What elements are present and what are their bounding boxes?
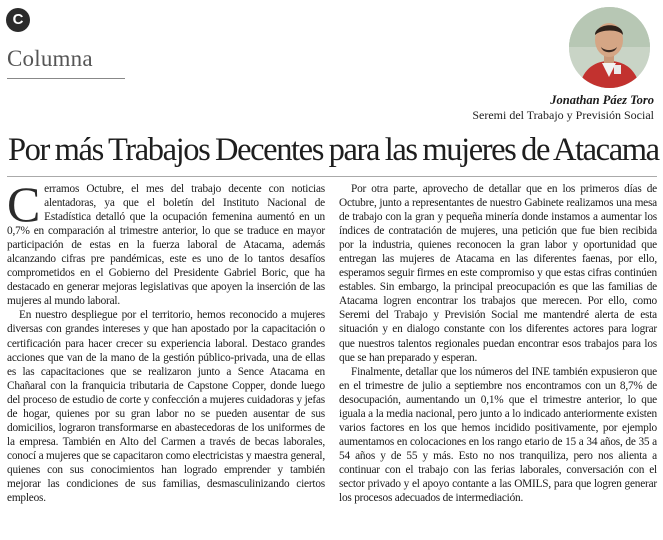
drop-cap: C (7, 176, 41, 232)
article-paragraph: En nuestro despliegue por el territorio, hemos reconocido a mujeres diversas con grandes intereses y que han apostado por la capacitación o certificación para hacer crecer su experiencia laboral. Destaco grandes acciones que van de la mano de la gestión público-privada, una de ellas es las capacitaciones que se realizaron junto a Sence Atacama en Chañaral con la franquicia tributaria de Capstone Copper, donde luego del proceso de estudio de corte y confección a mujeres cuidadoras y jefas de hogar, quienes por su gran labor no se pueden ausentar de sus domicilios, lograron transformarse en abastecedoras de los uniformes de la empresa. También en Alto del Carmen a través de becas laborales, conocí a mujeres que se capacitaron como electricistas y maestra general, quienes con sus conocimientos han logrado emprender y también mejorar las condiciones de sus familias, desmasculinizando ciertos empleos. (7, 309, 325, 505)
author-photo (569, 7, 650, 88)
section-divider (7, 78, 125, 79)
article-paragraph: Por otra parte, aprovecho de detallar que en los primeros días de Octubre, junto a representantes de nuestro Gabinete realizamos una mesa de trabajo con la gran y pequeña minería donde instamos a aumentar los índices de contratación de mujeres, una petición que fue bien recibida por la industria, quienes reconocen la gran labor y oportunidad que entregan las mujeres de Atacama en las diferentes faenas, por ello, esperamos seguir firmes en este compromiso y que estas cifras continúen estables. Sin embargo, la principal preocupación es que las familias de Atacama logren encontrar los trabajos que merecen. Por ello, como Seremi del Trabajo y Previsión Social me mantendré alerta de esta situación y en dialogo constante con los diferentes actores para lograr que nuestros talentos regionales puedan encontrar esos trabajos para los que se han preparado y esperan. (339, 183, 657, 364)
section-title: Columna (7, 46, 93, 71)
article-column-left (7, 176, 325, 505)
article-column-right (339, 182, 657, 505)
author-name: Jonathan Páez Toro (550, 93, 654, 107)
article-paragraph: Finalmente, detallar que los números del INE también expusieron que en el trimestre de julio a septiembre nos encontramos con un 8,7% de desocupación, aumentando un 0,1% que el trimestre anterior, lo que iguala a la media nacional, pero junto a lo indicado anteriormente existen varios factores en los que hemos incidido positivamente, por ejemplo aumentamos en colocaciones en los rango etario de 15 a 34 años, de 35 a 54 años y de 55 y más. Esto no nos tranquiliza, pero nos alienta a continuar con el trabajo con las ferias laborales, conversación con el sector privado y el apoyo contante a las OMILS, para que logren generar los procesos adecuados de intermediación. (339, 365, 657, 505)
author-portrait-illustration (569, 7, 650, 88)
article-paragraph (7, 176, 325, 308)
author-role: Seremi del Trabajo y Previsión Social (472, 108, 654, 122)
article-headline: Por más Trabajos Decentes para las mujeres de Atacama (8, 132, 659, 168)
headline-divider (7, 176, 657, 177)
paragraph-text: erramos Octubre, el mes del trabajo decente con noticias alentadoras, ya que el boletín del Instituto Nacional de Estadística detalló que la ocupación femenina aumentó en un 0,7% en comparación al trimestre anterior, lo que se traduce en mayor participación de estas en la fuerza laboral de Atacama, además alcanzando cifras pre pandémicas, este es uno de lo tantos desafíos comprometidos en el Gobierno del Presidente Gabriel Boric, que ha destacado en generar mejoras legislativas que apoyen la inserción de las mujeres al mundo laboral. (7, 183, 325, 308)
section-badge: C (6, 8, 30, 32)
